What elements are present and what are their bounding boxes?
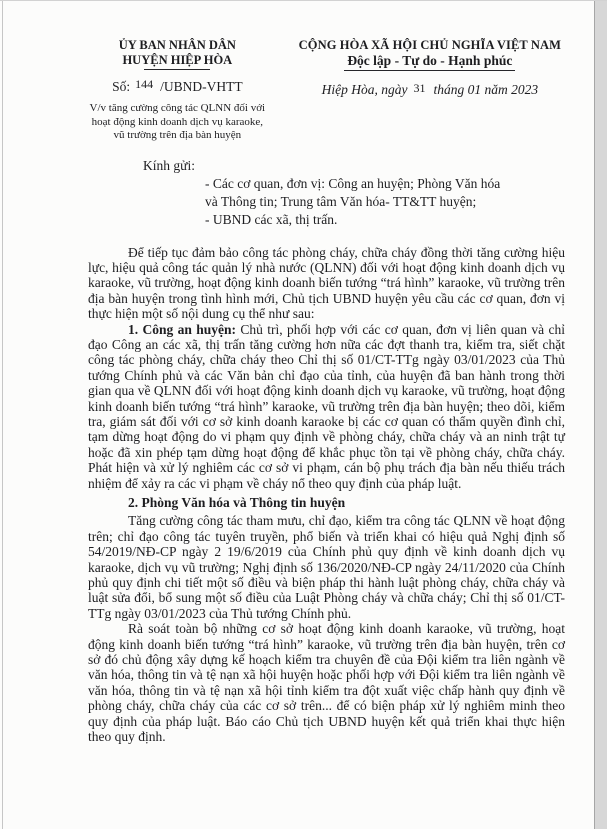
document-number <box>56 79 299 95</box>
intro-paragraph: Để tiếp tục đảm bảo công tác phòng cháy, chữa cháy đồng thời tăng cường hiệu lực, hiệu quả công tác quản lý nhà nước (QLNN) đối với hoạt động kinh doanh dịch vụ karaoke, vũ trường, hoạt động kinh doanh biến tướng “trá hình” karaoke, vũ trường trên địa bàn huyện trong tình hình mới, Chủ tịch UBND huyện yêu cầu các cơ quan, đơn vị thực hiện một số nội dung cụ thể như sau: <box>88 244 565 322</box>
scan-edge-left <box>2 1 3 829</box>
recipient-list <box>88 175 565 229</box>
subject-line: vũ trường trên địa bàn huyện <box>113 129 242 141</box>
national-motto: Độc lập - Tự do - Hạnh phúc <box>344 53 515 71</box>
section1-paragraph <box>88 322 565 491</box>
section2-paragraph-2: Rà soát toàn bộ những cơ sở hoạt động kinh doanh karaoke, vũ trường, hoạt động kinh doanh biến tướng “trá hình” karaoke, vũ trường trên địa bàn huyện, trên cơ sở đó chủ động xây dựng kế hoạch kiểm tra chuyên đề của Đội kiểm tra liên ngành về văn hóa, thông tin và tệ nạn xã hội huyện hoặc phối hợp với Đội kiểm tra liên ngành về văn hóa, thông tin và tệ nạn xã hội tỉnh kiểm tra đột xuất việc chấp hành quy định về phòng cháy, chữa cháy của các cơ sở trên... để có biện pháp xử lý nghiêm minh theo quy định của pháp luật. Báo cáo Chủ tịch UBND huyện kết quả triển khai thực hiện theo quy định. <box>88 621 565 745</box>
salutation-block <box>88 157 565 229</box>
date-day-value: 31 <box>413 81 426 95</box>
national-name: CỘNG HÒA XÃ HỘI CHỦ NGHĨA VIỆT NAM <box>298 38 561 52</box>
subject-note <box>56 102 299 143</box>
section1-text: Chủ trì, phối hợp với các cơ quan, đơn vị liên quan và chỉ đạo Công an các xã, thị trấn tăng cường hơn nữa các đợt thanh tra, kiểm tra, siết chặt công tác phòng cháy, chữa cháy theo Chỉ thị số 01/CT-TTg ngày 03/01/2023 của Thủ tướng Chính phủ và các Văn bản chỉ đạo của tỉnh, của huyện đã ban hành trong thời gian qua về QLNN đối với hoạt động kinh doanh dịch vụ karaoke, vũ trường, hoạt động kinh doanh biến tướng “trá hình” karaoke, vũ trường trên địa bàn huyện; theo dõi, kiểm tra, giám sát đối với cơ sở kinh doanh karaoke bị các cơ quan có thẩm quyền đình chỉ, tạm dừng hoạt động do vi phạm quy định về phòng cháy, chữa cháy và an ninh trật tự hoặc đã xin phép tạm dừng hoạt động để khắc phục tồn tại về phòng cháy, chữa cháy. Phát hiện và xử lý nghiêm các cơ sở vi phạm, cán bộ phụ trách địa bàn nếu thiếu trách nhiệm để xảy ra các vi phạm về cháy nổ theo quy định của pháp luật. <box>88 321 565 491</box>
subject-line: V/v tăng cường công tác QLNN đối với <box>89 102 266 114</box>
date-place-prefix: Hiệp Hòa, ngày <box>321 82 408 97</box>
issuer-org-name: ỦY BAN NHÂN DÂN <box>118 38 236 52</box>
recipient-line: - Các cơ quan, đơn vị: Công an huyện; Phòng Văn hóa <box>205 175 501 191</box>
document-number-label: Số: <box>112 79 131 94</box>
section2-heading: 2. Phòng Văn hóa và Thông tin huyện <box>128 495 346 510</box>
document-number-suffix: /UBND-VHTT <box>160 79 243 94</box>
letterhead <box>0 1 607 143</box>
date-suffix: tháng 01 năm 2023 <box>433 82 539 97</box>
recipient-line: và Thông tin; Trung tâm Văn hóa- TT&TT huyện; <box>205 193 477 209</box>
section2-paragraph-1: Tăng cường công tác tham mưu, chỉ đạo, kiểm tra công tác QLNN về hoạt động trên; chỉ đạo công tác tuyên truyền, phổ biến và triển khai có hiệu quả Nghị định số 54/2019/NĐ-CP ngày 2 19/6/2019 của Chính phủ quy định về kinh doanh dịch vụ karaoke, dịch vụ vũ trường; Nghị định số 136/2020/NĐ-CP ngày 24/11/2020 của Chính phủ quy định chi tiết một số điều và biện pháp thi hành luật phòng cháy, chữa cháy và luật sửa đổi, bổ sung một số điều của Luật Phòng cháy và chữa cháy; Chỉ thị số 01/CT-TTg ngày 03/01/2023 của Thủ tướng Chính phủ. <box>88 513 565 621</box>
scan-edge-right <box>594 1 607 829</box>
salutation-label: Kính gửi: <box>143 157 195 173</box>
issuer-org-subname: HUYỆN HIỆP HÒA <box>122 53 233 67</box>
document-body <box>88 157 565 745</box>
issuer-block <box>56 38 299 143</box>
document-number-value: 144 <box>135 77 154 91</box>
date-line <box>299 82 561 98</box>
section1-heading: 1. Công an huyện: <box>128 321 237 337</box>
paragraphs <box>88 245 565 745</box>
recipient-line: - UBND các xã, thị trấn. <box>205 211 338 227</box>
national-block <box>299 38 561 143</box>
issuer-underline <box>144 69 210 70</box>
subject-line: hoạt động kinh doanh dịch vụ karaoke, <box>91 115 264 128</box>
